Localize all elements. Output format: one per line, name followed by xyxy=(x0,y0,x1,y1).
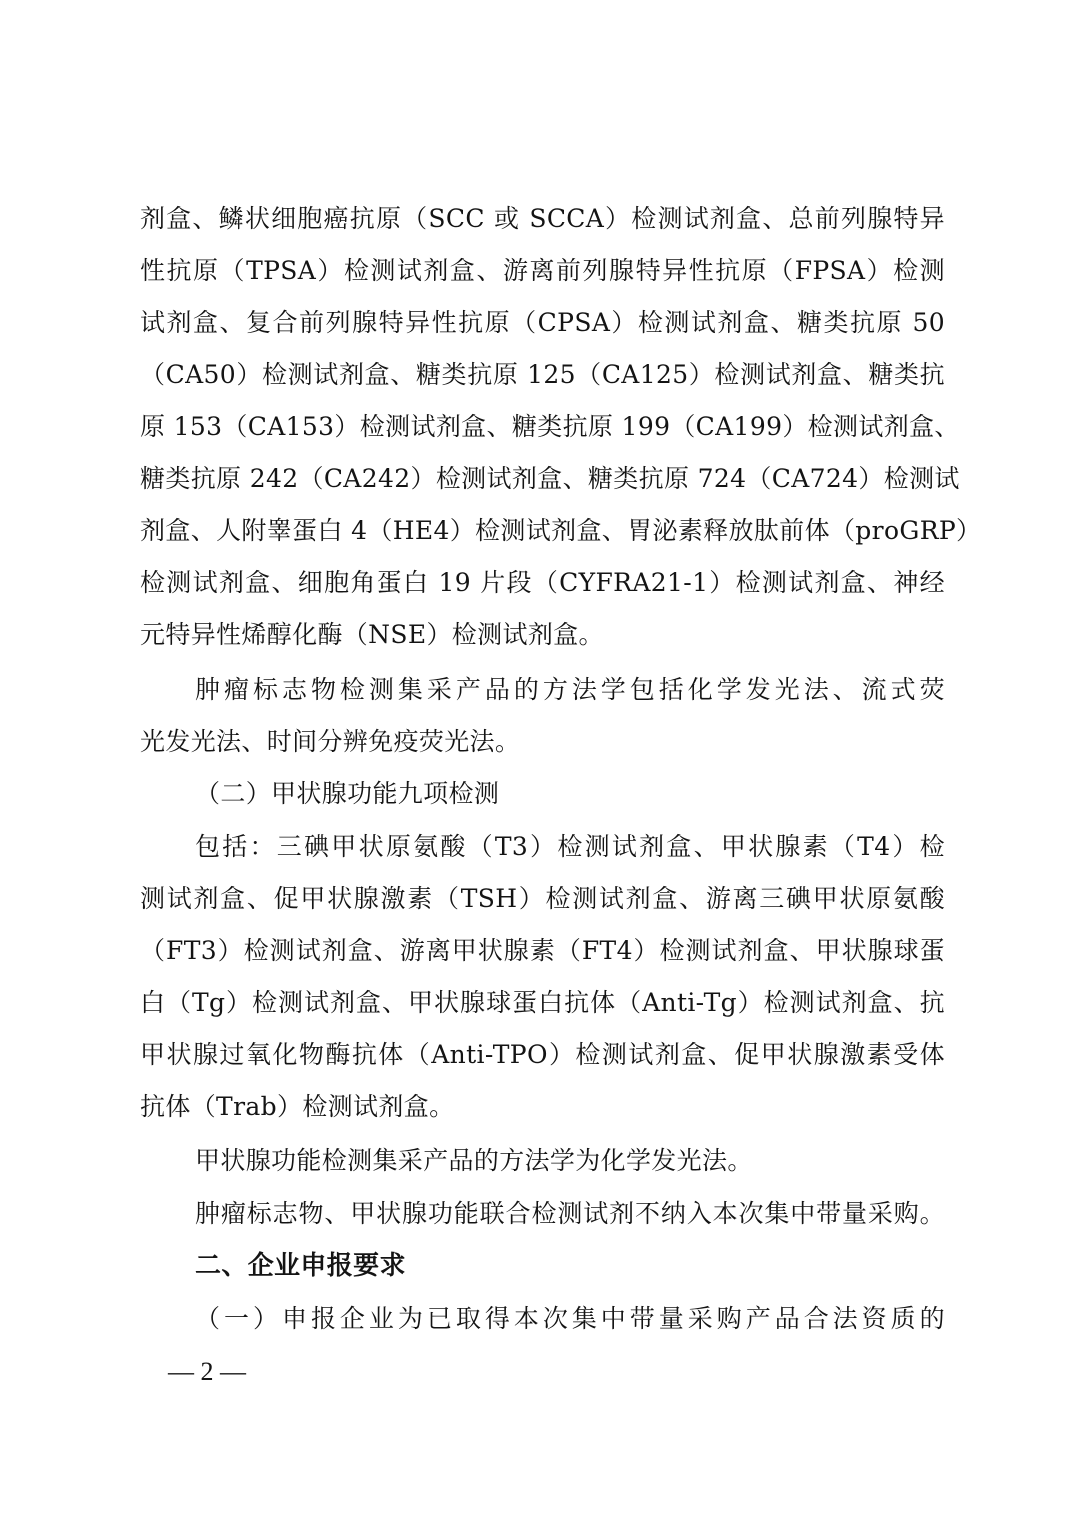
kits-line-1: 剂盒、鳞状细胞癌抗原（SCC 或 SCCA）检测试剂盒、总前列腺特异 xyxy=(140,204,945,233)
kits-line-3: 试剂盒、复合前列腺特异性抗原（CPSA）检测试剂盒、糖类抗原 50 xyxy=(140,308,945,337)
thyroid-line-3: （FT3）检测试剂盒、游离甲状腺素（FT4）检测试剂盒、甲状腺球蛋 xyxy=(140,936,945,965)
kits-line-6: 糖类抗原 242（CA242）检测试剂盒、糖类抗原 724（CA724）检测试 xyxy=(140,464,960,493)
exclusion-statement: 肿瘤标志物、甲状腺功能联合检测试剂不纳入本次集中带量采购。 xyxy=(195,1199,945,1228)
thyroid-line-1: 包括：三碘甲状原氨酸（T3）检测试剂盒、甲状腺素（T4）检 xyxy=(195,832,945,861)
tumor-method-line-1: 肿瘤标志物检测集采产品的方法学包括化学发光法、流式荧 xyxy=(195,675,945,704)
thyroid-method: 甲状腺功能检测集采产品的方法学为化学发光法。 xyxy=(195,1146,753,1175)
requirement-line-1: （一）申报企业为已取得本次集中带量采购产品合法资质的 xyxy=(195,1304,945,1333)
kits-line-4: （CA50）检测试剂盒、糖类抗原 125（CA125）检测试剂盒、糖类抗 xyxy=(140,360,945,389)
kits-line-7: 剂盒、人附睾蛋白 4（HE4）检测试剂盒、胃泌素释放肽前体（proGRP） xyxy=(140,516,982,545)
section-heading-requirements: 二、企业申报要求 xyxy=(195,1251,406,1281)
kits-line-5: 原 153（CA153）检测试剂盒、糖类抗原 199（CA199）检测试剂盒、 xyxy=(140,412,960,441)
thyroid-line-6: 抗体（Trab）检测试剂盒。 xyxy=(140,1092,455,1121)
tumor-method-line-2: 光发光法、时间分辨免疫荧光法。 xyxy=(140,727,521,756)
kits-line-9: 元特异性烯醇化酶（NSE）检测试剂盒。 xyxy=(140,620,604,649)
thyroid-line-4: 白（Tg）检测试剂盒、甲状腺球蛋白抗体（Anti-Tg）检测试剂盒、抗 xyxy=(140,988,945,1017)
thyroid-line-5: 甲状腺过氧化物酶抗体（Anti-TPO）检测试剂盒、促甲状腺激素受体 xyxy=(140,1040,945,1069)
section-heading-thyroid: （二）甲状腺功能九项检测 xyxy=(195,779,500,808)
kits-line-8: 检测试剂盒、细胞角蛋白 19 片段（CYFRA21-1）检测试剂盒、神经 xyxy=(140,568,945,597)
kits-line-2: 性抗原（TPSA）检测试剂盒、游离前列腺特异性抗原（FPSA）检测 xyxy=(140,256,945,285)
thyroid-line-2: 测试剂盒、促甲状腺激素（TSH）检测试剂盒、游离三碘甲状原氨酸 xyxy=(140,884,945,913)
page-number: — 2 — xyxy=(168,1357,246,1386)
